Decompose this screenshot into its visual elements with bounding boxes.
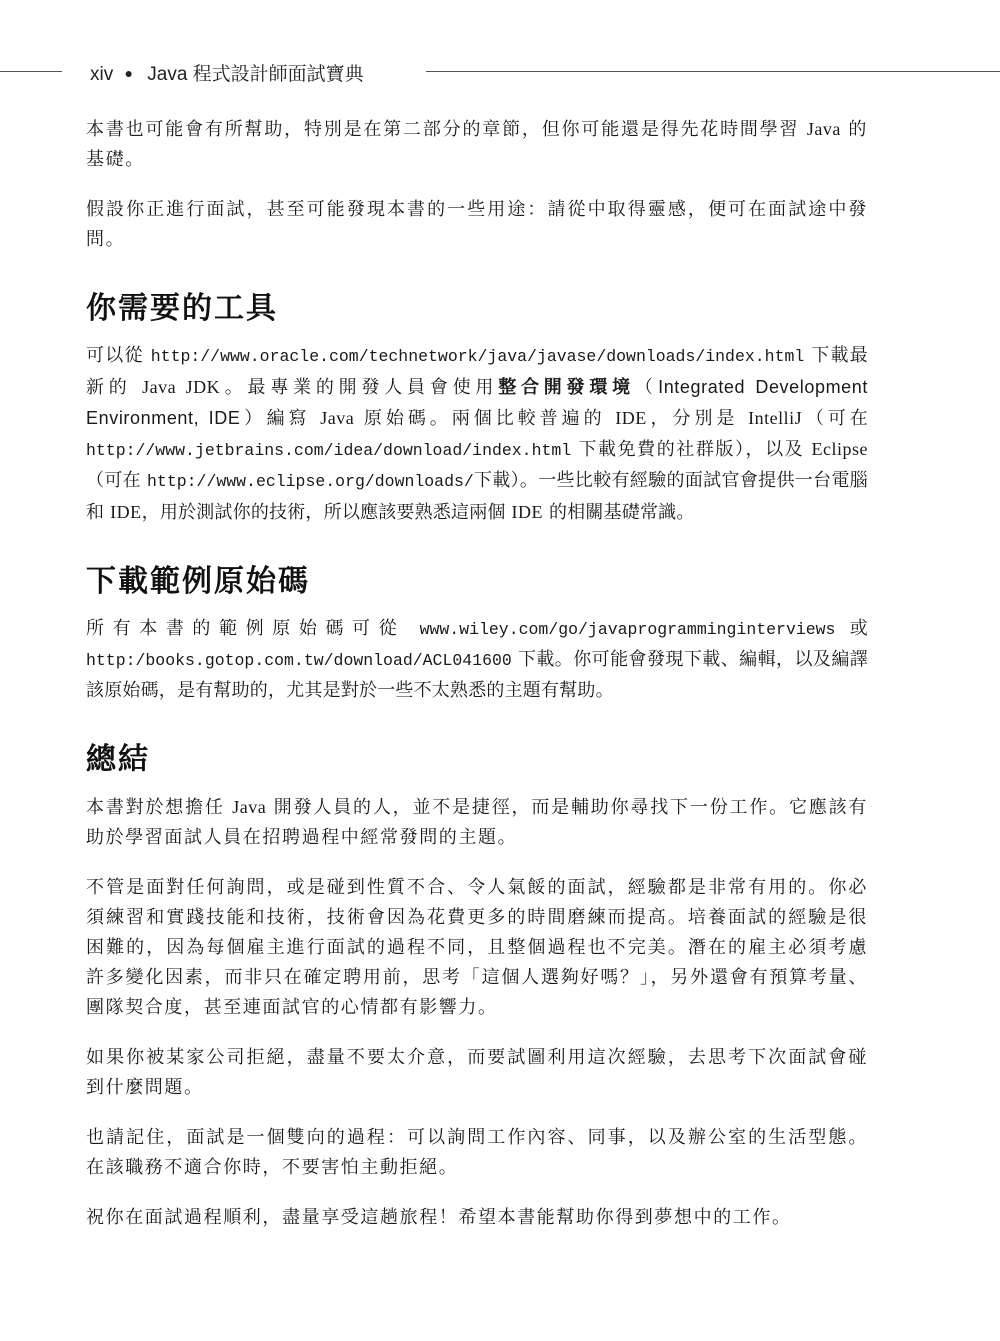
page-body bbox=[86, 114, 868, 1253]
jetbrains-url: http://www.jetbrains.com/idea/download/index.html bbox=[86, 441, 572, 460]
summary-paragraph-1: 本書對於想擔任 Java 開發人員的人，並不是捷徑，而是輔助你尋找下一份工作。它應該有助於學習面試人員在招聘過程中經常發問的主題。 bbox=[86, 797, 868, 848]
page-number: xiv bbox=[90, 64, 114, 85]
section-heading-summary: 總結 bbox=[86, 742, 150, 777]
header-text bbox=[90, 59, 364, 86]
download-paragraph: 所有本書的範例原始碼可從 www.wiley.com/go/javaprogramminginterviews 或 http:/books.gotop.com.tw/download/ACL041600 下載。你可能會發現下載、編輯，以及編譯該原始碼，是有幫助的，尤其是對於一些不太熟悉的主題有幫助。 bbox=[86, 618, 868, 701]
header-rule-left bbox=[0, 71, 62, 72]
intro-paragraph-2: 假設你正進行面試，甚至可能發現本書的一些用途：請從中取得靈感，便可在面試途中發問。 bbox=[86, 199, 868, 250]
section-heading-download: 下載範例原始碼 bbox=[86, 564, 310, 599]
intro-paragraph-1: 本書也可能會有所幫助，特別是在第二部分的章節，但你可能還是得先花時間學習 Java 的基礎。 bbox=[86, 119, 868, 170]
gotop-url: http:/books.gotop.com.tw/download/ACL041600 bbox=[86, 651, 512, 670]
wiley-url: www.wiley.com/go/javaprogramminginterviews bbox=[419, 620, 836, 639]
header-rule-right bbox=[426, 71, 1000, 72]
running-header bbox=[0, 58, 1000, 86]
section-heading-tools: 你需要的工具 bbox=[86, 291, 278, 326]
summary-paragraph-5: 祝你在面試過程順利，盡量享受這趟旅程！希望本書能幫助你得到夢想中的工作。 bbox=[86, 1207, 792, 1228]
eclipse-url: http://www.eclipse.org/downloads/ bbox=[147, 472, 474, 491]
book-title: Java 程式設計師面試寶典 bbox=[147, 64, 364, 85]
summary-paragraph-4: 也請記住，面試是一個雙向的過程：可以詢問工作內容、同事，以及辦公室的生活型態。在該職務不適合你時，不要害怕主動拒絕。 bbox=[86, 1127, 868, 1178]
summary-paragraph-2: 不管是面對任何詢問，或是碰到性質不合、令人氣餒的面試，經驗都是非常有用的。你必須練習和實踐技能和技術，技術會因為花費更多的時間磨練而提高。培養面試的經驗是很困難的，因為每個雇主進行面試的過程不同，且整個過程也不完美。潛在的雇主必須考慮許多變化因素，而非只在確定聘用前，思考「這個人選夠好嗎？」，另外還會有預算考量、團隊契合度，甚至連面試官的心情都有影響力。 bbox=[86, 877, 868, 1018]
tools-paragraph: 可以從 http://www.oracle.com/technetwork/java/javase/downloads/index.html 下載最新的 Java JDK。最專業的開發人員會使用整合開發環境（Integrated Development Environment, IDE）編寫 Java 原始碼。兩個比較普遍的 IDE，分別是 IntelliJ（可在 http://www.jetbrains.com/idea/download/index.html 下載免費的社群版），以及 Eclipse（可在 http://www.eclipse.org/downloads/下載）。一些比較有經驗的面試官會提供一台電腦和 IDE，用於測試你的技術，所以應該要熟悉這兩個 IDE 的相關基礎常識。 bbox=[86, 345, 868, 523]
ide-term: 整合開發環境 bbox=[498, 377, 635, 398]
bullet-icon: ● bbox=[124, 65, 133, 81]
summary-paragraph-3: 如果你被某家公司拒絕，盡量不要太介意，而要試圖利用這次經驗，去思考下次面試會碰到什麼問題。 bbox=[86, 1047, 868, 1098]
oracle-url: http://www.oracle.com/technetwork/java/javase/downloads/index.html bbox=[150, 347, 805, 366]
